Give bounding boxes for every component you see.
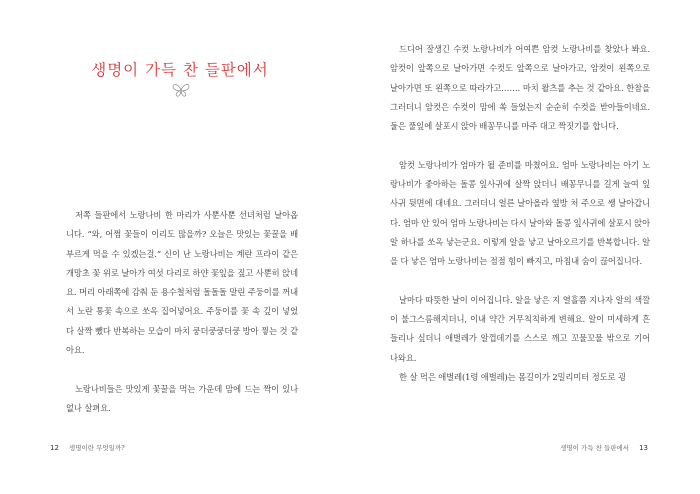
paragraph: 노랑나비들은 맛있게 꽃꿀을 먹는 가운데 맘에 드는 짝이 있나 없나 살펴요. bbox=[66, 383, 298, 413]
running-title: 생명이 가득 찬 들판에서 bbox=[560, 444, 630, 452]
paragraph: 암컷 노랑나비가 엄마가 될 준비를 마쳤어요. 엄마 노랑나비는 아기 노랑나비가 좋아하는 돌콩 잎사귀에 살짝 앉더니 배꽁무니를 길게 늘여 잎사귀 뒷면에 대네요. 그러더니 얼른 날아올라 옆방 처 주으로 쌩 날아갑니다. 엄마 안 있어 엄마 노랑나비는 다시 날아와 돌콩 잎사귀에 살포시 앉아 알 하나를 쏘옥 낳는군요. 이렇게 알을 낳고 날아오르기를 반복합니다. 알을 다 낳은 엄마 노랑나비는 점점 힘이 빠지고, 마침내 숨이 끊어집니다. bbox=[390, 159, 650, 267]
chapter-title: 생명이 가득 찬 들판에서 bbox=[91, 61, 269, 79]
page-number: 13 bbox=[639, 444, 648, 452]
paragraph: 한 살 먹은 애벌레(1령 애벌레)는 몸길이가 2밀리미터 정도로 굉 bbox=[399, 372, 626, 383]
running-title: 생명이란 무엇일까? bbox=[68, 444, 125, 452]
right-footer bbox=[560, 443, 648, 452]
left-body-text bbox=[66, 206, 298, 438]
left-footer bbox=[50, 443, 125, 452]
paragraph: 저쪽 들판에서 노랑나비 한 마리가 사뿐사뿐 선녀처럼 날아옵니다. “와, 어쩜 꽃들이 이리도 많을까? 오늘은 맛있는 꽃꿀을 배부르게 먹을 수 있겠는걸.” 신이 난 노랑나비는 계란 프라이 같은 개망초 꽃 위로 날아가 여섯 다리로 하얀 꽃잎을 짚고 사뿐히 앉네요. 머리 아래쪽에 감춰 둔 용수철처럼 돌돌돌 말린 주둥이를 꺼내서 노란 통꽃 속으로 쏘옥 집어넣어요. 주둥이를 꽃 속 깊이 넣었다 살짝 뺐다 반복하는 모습이 마치 쿵더쿵쿵더쿵 방아 찧는 것 같아요. bbox=[66, 210, 298, 356]
paragraph: 날마다 따뜻한 날이 이어집니다. 알을 낳은 지 열흘쯤 지나자 알의 색깔이 불그스름해지더니, 이내 약간 거무칙칙하게 변해요. 알이 미세하게 흔들리나 싶더니 애벌레가 알껍데기를 스스로 깨고 꼬물꼬물 밖으로 기어 나와요. bbox=[390, 294, 650, 363]
page-number: 12 bbox=[50, 444, 59, 452]
right-body-text bbox=[390, 40, 650, 407]
butterfly-icon bbox=[172, 82, 190, 98]
paragraph: 드디어 잘생긴 수컷 노랑나비가 어여쁜 암컷 노랑나비를 찾았나 봐요. 암컷이 앞쪽으로 날아가면 수컷도 앞쪽으로 날아가고, 암컷이 왼쪽으로 날아가면 또 왼쪽으로 따라가고……. 마치 왈츠를 추는 것 같아요. 한참을 그러더니 암컷은 수컷이 맘에 쏙 들었는지 순순히 수컷을 받아들이네요. 둘은 풀잎에 살포시 앉아 배꽁무니를 마주 대고 짝짓기를 합니다. bbox=[390, 44, 650, 132]
